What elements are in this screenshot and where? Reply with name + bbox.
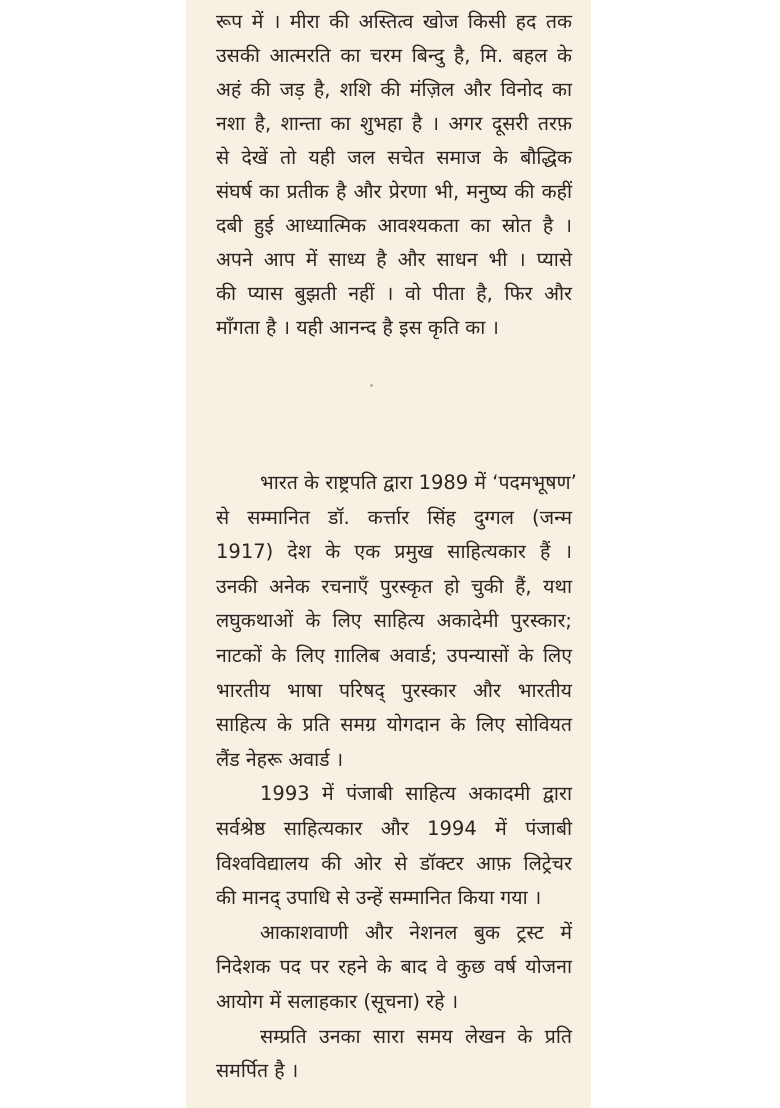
author-biography: [216, 466, 577, 1089]
text-line: की प्यास बुझती नहीं । वो पीता है, फिर और: [216, 282, 572, 305]
text-line: रूप में । मीरा की अस्तित्व खोज किसी हद तक: [216, 10, 572, 33]
biography-paragraph-awards: [216, 466, 577, 777]
biography-paragraph-honors: [216, 777, 572, 915]
text-line: 1993 में पंजाबी साहित्य अकादमी द्वारा: [260, 782, 572, 806]
text-line: लघुकथाओं के लिए साहित्य अकादेमी पुरस्कार;: [216, 609, 572, 633]
text-line: से सम्मानित डॉ. कर्त्तार सिंह दुग्गल (जन्म: [216, 505, 572, 529]
text-line: संघर्ष का प्रतीक है और प्रेरणा भी, मनुष्य की कहीं: [216, 180, 572, 203]
text-line: उसकी आत्मरति का चरम बिन्दु है, मि. बहल के: [216, 44, 572, 67]
text-line: दबी हुई आध्यात्मिक आवश्यकता का स्रोत है ।: [216, 214, 572, 237]
text-line: नशा है, शान्ता का शुभहा है । अगर दूसरी तरफ़: [216, 112, 572, 135]
text-line: उनकी अनेक रचनाएँ पुरस्कृत हो चुकी हैं, यथा: [216, 574, 572, 598]
text-line: विश्वविद्यालय की ओर से डॉक्टर आफ़ लिट्रेचर: [216, 851, 572, 875]
text-line: लैंड नेहरू अवार्ड ।: [216, 747, 344, 771]
text-line: साहित्य के प्रति समग्र योगदान के लिए सोवियत: [216, 713, 572, 737]
novel-commentary-paragraph: [216, 5, 572, 345]
biography-paragraph-career: [216, 916, 572, 1020]
text-line: की मानद् उपाधि से उन्हें सम्मानित किया गया ।: [216, 886, 542, 910]
scanned-book-page: [186, 0, 591, 1108]
text-line: अपने आप में साध्य है और साधन भी । प्यासे: [216, 248, 572, 271]
text-line: 1917) देश के एक प्रमुख साहित्यकार हैं ।: [216, 540, 572, 564]
paper-speck: [370, 384, 373, 387]
biography-paragraph-present: [216, 1020, 572, 1089]
text-line: से देखें तो यही जल सचेत समाज के बौद्धिक: [216, 146, 572, 169]
text-line: सम्प्रति उनका सारा समय लेखन के प्रति: [260, 1024, 572, 1048]
text-line: भारत के राष्ट्रपति द्वारा 1989 में ‘पदमभूषण’: [260, 471, 577, 494]
text-line: भारतीय भाषा परिषद् पुरस्कार और भारतीय: [216, 678, 572, 702]
text-line: अहं की जड़ है, शशि की मंज़िल और विनोद का: [216, 78, 572, 101]
text-line: नाटकों के लिए ग़ालिब अवार्ड; उपन्यासों के लिए: [216, 643, 572, 667]
text-line: निदेशक पद पर रहने के बाद वे कुछ वर्ष योजना: [216, 955, 572, 979]
text-line: माँगता है । यही आनन्द है इस कृति का ।: [216, 316, 499, 339]
text-line: समर्पित है ।: [216, 1059, 299, 1083]
text-line: आकाशवाणी और नेशनल बुक ट्रस्ट में: [260, 920, 572, 944]
text-line: आयोग में सलाहकार (सूचना) रहे ।: [216, 989, 459, 1013]
text-line: सर्वश्रेष्ठ साहित्यकार और 1994 में पंजाबी: [216, 816, 572, 840]
